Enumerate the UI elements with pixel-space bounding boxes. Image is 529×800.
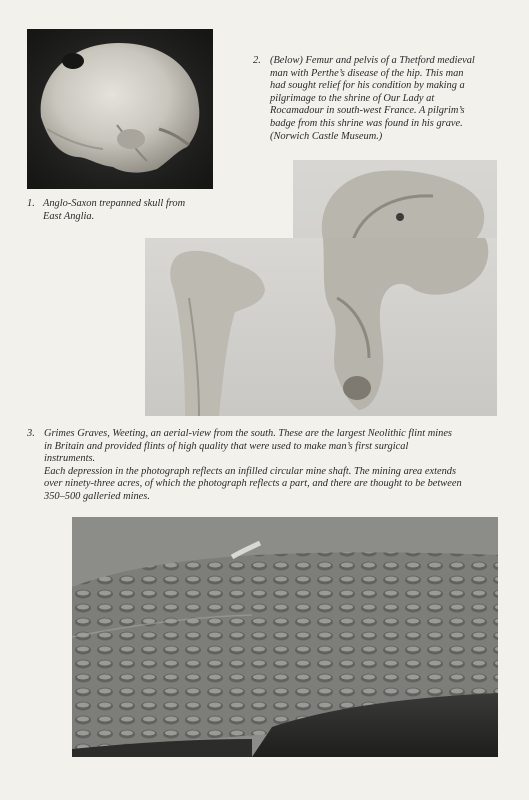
caption-line: 350–500 galleried mines. [44, 490, 150, 502]
caption-line: (Norwich Castle Museum.) [270, 130, 383, 142]
femur-pelvis-illustration [145, 238, 497, 416]
caption-number: 1. [27, 198, 35, 209]
caption-number: 2. [253, 55, 261, 66]
caption-line: (Below) Femur and pelvis of a Thetford medieval [270, 55, 475, 66]
caption-line: East Anglia. [43, 210, 95, 222]
pelvis-upper-illustration [293, 160, 497, 240]
skull-photo [27, 29, 213, 189]
caption-line: over ninety-three acres, of which the photograph reflects a part, and there are thought to be between [44, 478, 462, 490]
caption-line: Anglo-Saxon trepanned skull from [43, 198, 186, 209]
caption-plate-2 [253, 55, 513, 143]
caption-text [43, 198, 227, 223]
pelvis-photo-upper [293, 160, 497, 240]
caption-text [44, 428, 507, 504]
femur-pelvis-photo [145, 238, 497, 416]
caption-line: pilgrimage to the shrine of Our Lady at [270, 92, 435, 104]
caption-plate-1 [27, 198, 227, 223]
caption-line: Grimes Graves, Weeting, an aerial-view from the south. These are the largest Neolithic flint mines [44, 428, 452, 439]
caption-line: man with Perthe’s disease of the hip. This man [270, 67, 464, 79]
caption-line: in Britain and provided flints of high quality that were used to make man’s first surgical [44, 440, 409, 452]
caption-plate-3 [27, 428, 507, 504]
caption-number: 3. [27, 428, 35, 439]
caption-line: Each depression in the photograph reflects an infilled circular mine shaft. The mining area extends [44, 465, 457, 477]
caption-text [270, 55, 513, 143]
aerial-view-illustration [72, 517, 498, 757]
caption-line: badge from this shrine was found in his grave. [270, 117, 463, 129]
caption-line: Rocamadour in south-west France. A pilgrim’s [270, 105, 465, 117]
caption-line: had sought relief for his condition by making a [270, 80, 465, 92]
caption-line: instruments. [44, 453, 96, 465]
skull-illustration [27, 29, 213, 189]
aerial-view-photo [72, 517, 498, 757]
